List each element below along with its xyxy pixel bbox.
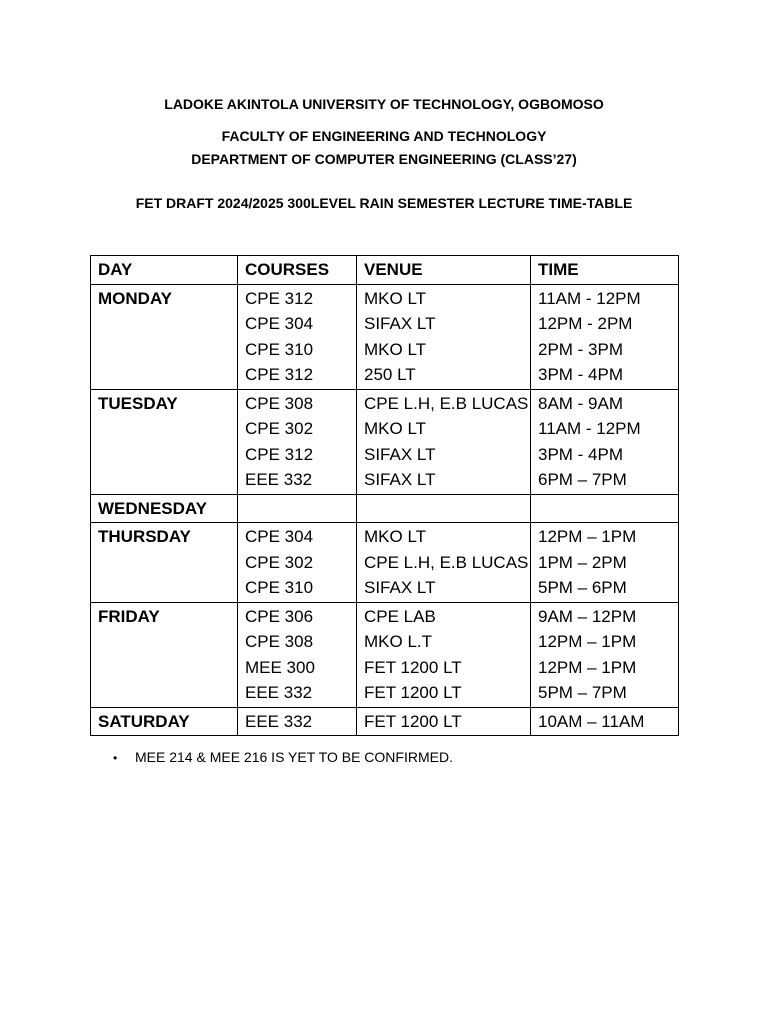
- course-text: CPE 312: [245, 288, 314, 308]
- day-cell: [91, 707, 238, 736]
- timetable: [90, 255, 679, 736]
- course-cell: [238, 602, 357, 707]
- venue-cell: [357, 494, 531, 523]
- department-title: DEPARTMENT OF COMPUTER ENGINEERING (CLASS’27): [191, 151, 577, 167]
- venue-text: SIFAX LT: [364, 314, 436, 333]
- time-text: 12PM – 1PM: [538, 632, 637, 651]
- empty-line: [364, 496, 523, 522]
- empty-line: [245, 496, 349, 522]
- time-cell: [531, 284, 679, 389]
- timetable-body: [91, 256, 679, 736]
- day-row-monday: [91, 284, 679, 389]
- course-text: CPE 304: [245, 527, 314, 546]
- day-cell: [91, 389, 238, 494]
- course-text: CPE 310: [245, 339, 314, 359]
- venue-text: MKO LT: [364, 419, 427, 438]
- course-text: EEE 332: [245, 683, 313, 702]
- time-text: 6PM – 7PM: [538, 470, 627, 489]
- venue-text: 250 LT: [364, 365, 416, 384]
- time-cell: [531, 389, 679, 494]
- time-text: 8AM - 9AM: [538, 393, 624, 413]
- time-text: 10AM – 11AM: [538, 711, 645, 731]
- venue-text: SIFAX LT: [364, 470, 436, 489]
- course-text: CPE 312: [245, 365, 314, 384]
- header-row: [91, 256, 679, 285]
- note-text: MEE 214 & MEE 216 IS YET TO BE CONFIRMED.: [135, 749, 453, 765]
- course-text: CPE 302: [245, 552, 314, 572]
- column-header-day: DAY: [91, 256, 238, 285]
- column-header-venue: VENUE: [357, 256, 531, 285]
- timetable-title: FET DRAFT 2024/2025 300LEVEL RAIN SEMESTER LECTURE TIME-TABLE: [135, 195, 633, 211]
- time-cell: [531, 707, 679, 736]
- venue-text: CPE LAB: [364, 606, 436, 626]
- day-cell: [91, 284, 238, 389]
- day-label: SATURDAY: [98, 711, 190, 731]
- course-text: CPE 308: [245, 632, 314, 651]
- day-cell: [91, 494, 238, 523]
- bullet-icon: •: [113, 751, 118, 765]
- course-text: CPE 310: [245, 578, 314, 597]
- day-cell: [91, 523, 238, 603]
- course-text: CPE 308: [245, 393, 314, 413]
- day-row-tuesday: [91, 389, 679, 494]
- time-cell: [531, 602, 679, 707]
- day-cell: [91, 602, 238, 707]
- venue-cell: [357, 523, 531, 603]
- time-text: 11AM - 12PM: [538, 419, 641, 438]
- time-text: 11AM - 12PM: [538, 288, 641, 308]
- time-text: 1PM – 2PM: [538, 552, 627, 572]
- course-text: CPE 312: [245, 444, 314, 464]
- course-cell: [238, 707, 357, 736]
- day-row-friday: [91, 602, 679, 707]
- venue-cell: [357, 284, 531, 389]
- time-text: 12PM – 1PM: [538, 657, 637, 677]
- day-label: THURSDAY: [98, 527, 191, 546]
- column-header-time: TIME: [531, 256, 679, 285]
- day-label: MONDAY: [98, 288, 172, 308]
- venue-text: FET 1200 LT: [364, 683, 462, 702]
- university-title: LADOKE AKINTOLA UNIVERSITY OF TECHNOLOGY, OGBOMOSO: [164, 96, 604, 112]
- venue-text: CPE L.H, E.B LUCAS: [364, 393, 529, 413]
- course-text: CPE 304: [245, 314, 314, 333]
- venue-text: MKO LT: [364, 339, 427, 359]
- venue-cell: [357, 389, 531, 494]
- time-text: 12PM - 2PM: [538, 314, 633, 333]
- time-cell: [531, 523, 679, 603]
- empty-line: [538, 496, 671, 522]
- venue-cell: [357, 602, 531, 707]
- time-cell: [531, 494, 679, 523]
- venue-text: SIFAX LT: [364, 444, 436, 464]
- venue-text: FET 1200 LT: [364, 711, 462, 731]
- day-label: TUESDAY: [98, 393, 178, 413]
- venue-text: CPE L.H, E.B LUCAS: [364, 552, 529, 572]
- course-text: EEE 332: [245, 470, 313, 489]
- course-text: CPE 302: [245, 419, 314, 438]
- course-cell: [238, 523, 357, 603]
- faculty-title: FACULTY OF ENGINEERING AND TECHNOLOGY: [221, 128, 547, 144]
- time-text: 2PM - 3PM: [538, 339, 624, 359]
- venue-text: FET 1200 LT: [364, 657, 462, 677]
- course-text: EEE 332: [245, 711, 313, 731]
- day-row-saturday: [91, 707, 679, 736]
- course-cell: [238, 389, 357, 494]
- venue-cell: [357, 707, 531, 736]
- note-item: [113, 747, 453, 768]
- venue-text: SIFAX LT: [364, 578, 436, 597]
- time-text: 9AM – 12PM: [538, 606, 637, 626]
- time-text: 5PM – 6PM: [538, 578, 627, 597]
- course-cell: [238, 284, 357, 389]
- time-text: 5PM – 7PM: [538, 683, 627, 702]
- column-header-courses: COURSES: [238, 256, 357, 285]
- time-text: 3PM - 4PM: [538, 365, 624, 384]
- day-row-wednesday: [91, 494, 679, 523]
- day-label: WEDNESDAY: [98, 498, 207, 518]
- venue-text: MKO LT: [364, 288, 427, 308]
- course-text: MEE 300: [245, 657, 315, 677]
- day-label: FRIDAY: [98, 606, 160, 626]
- course-text: CPE 306: [245, 606, 314, 626]
- day-row-thursday: [91, 523, 679, 603]
- venue-text: MKO LT: [364, 527, 427, 546]
- time-text: 3PM - 4PM: [538, 444, 624, 464]
- venue-text: MKO L.T: [364, 632, 433, 651]
- course-cell: [238, 494, 357, 523]
- time-text: 12PM – 1PM: [538, 527, 637, 546]
